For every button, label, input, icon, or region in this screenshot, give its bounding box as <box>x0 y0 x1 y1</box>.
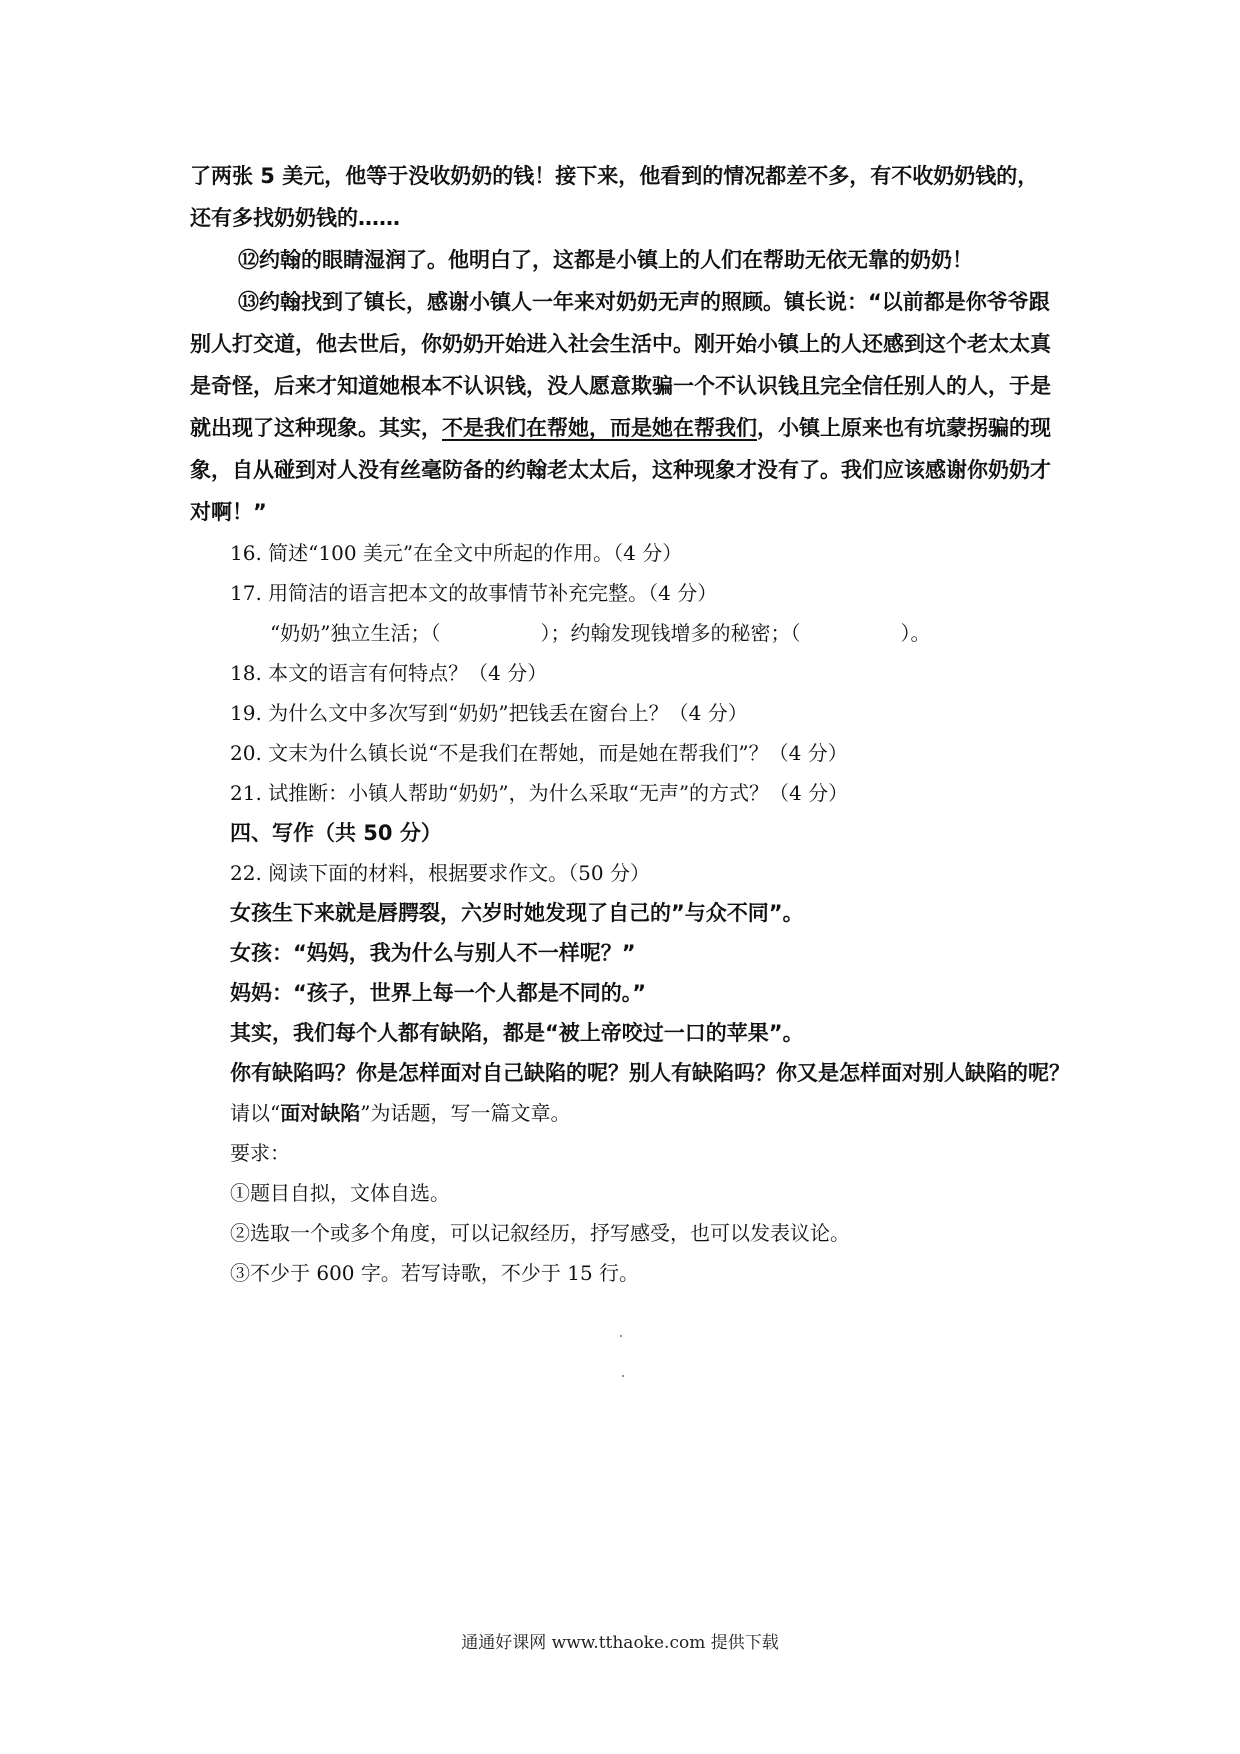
question-18: 18. 本文的语言有何特点？（4 分） <box>230 661 548 685</box>
page-footer: 通通好课网 www.tthaoke.com 提供下载 <box>461 1633 779 1653</box>
writing-prompt <box>190 1093 1070 1133</box>
material-line-3: 妈妈：“孩子，世界上每一个人都是不同的。” <box>230 981 647 1005</box>
paragraph-13-part-1: ⑬约翰找到了镇长，感谢小镇人一年来对奶奶无声的照顾。镇长说：“以前都是你爷爷跟别人打交道，他去世后，你奶奶开始进入社会生活中。刚开始小镇上的人还感到这个老太太真是奇怪，后来才知道她根本不认识钱，没人愿意欺骗一个不认识钱且完全信任别人的人，于是就出现了这种现象。其实， <box>190 290 1051 440</box>
passage-line-1: 了两张 5 美元，他等于没收奶奶的钱！接下来，他看到的情况都差不多，有不收奶奶钱的， <box>190 164 1039 188</box>
prompt-topic: 面对缺陷 <box>280 1101 361 1125</box>
question-22: 22. 阅读下面的材料，根据要求作文。（50 分） <box>230 861 650 885</box>
material-line-4: 其实，我们每个人都有缺陷，都是“被上帝咬过一口的苹果”。 <box>230 1021 804 1045</box>
writing-section-heading: 四、写作（共 50 分） <box>230 821 442 845</box>
question-19: 19. 为什么文中多次写到“奶奶”把钱丢在窗台上？（4 分） <box>230 701 748 725</box>
material-line-1: 女孩生下来就是唇腭裂，六岁时她发现了自己的”与众不同”。 <box>230 901 804 925</box>
question-17-blanks: “奶奶”独立生活；（ ）；约翰发现钱增多的秘密；（ ）。 <box>270 621 931 645</box>
question-16: 16. 简述“100 美元”在全文中所起的作用。（4 分） <box>230 541 683 565</box>
underlined-sentence: 不是我们在帮她，而是她在帮我们 <box>442 416 757 440</box>
question-20: 20. 文末为什么镇长说“不是我们在帮她，而是她在帮我们”？（4 分） <box>230 741 848 765</box>
requirement-2: ②选取一个或多个角度，可以记叙经历，抒写感受，也可以发表议论。 <box>230 1221 850 1245</box>
scan-speck <box>620 1335 622 1337</box>
requirement-3: ③不少于 600 字。若写诗歌，不少于 15 行。 <box>230 1261 640 1285</box>
question-17: 17. 用简洁的语言把本文的故事情节补充完整。（4 分） <box>230 581 718 605</box>
material-line-5: 你有缺陷吗？你是怎样面对自己缺陷的呢？别人有缺陷吗？你又是怎样面对别人缺陷的呢？ <box>230 1061 1070 1085</box>
passage-continued-paragraph <box>190 155 1070 239</box>
requirements-label: 要求： <box>230 1141 290 1165</box>
paragraph-13-part-2: ，小镇上原来也有坑蒙拐骗的现象，自从碰到对人没有丝毫防备的约翰老太太后，这种现象才没有了。我们应该感谢你奶奶才对啊！” <box>190 416 1051 524</box>
question-21: 21. 试推断：小镇人帮助“奶奶”，为什么采取“无声”的方式？（4 分） <box>230 781 849 805</box>
passage-paragraph-13 <box>190 281 1070 533</box>
document-content <box>190 155 1070 1293</box>
passage-line-2: 还有多找奶奶钱的…… <box>190 206 400 230</box>
prompt-prefix: 请以“ <box>230 1101 281 1125</box>
passage-paragraph-12: ⑫约翰的眼睛湿润了。他明白了，这都是小镇上的人们在帮助无依无靠的奶奶！ <box>238 248 973 272</box>
scan-speck <box>622 1375 624 1377</box>
requirement-1: ①题目自拟，文体自选。 <box>230 1181 450 1205</box>
prompt-suffix: ”为话题，写一篇文章。 <box>360 1101 571 1125</box>
material-line-2: 女孩：“妈妈，我为什么与别人不一样呢？” <box>230 941 636 965</box>
